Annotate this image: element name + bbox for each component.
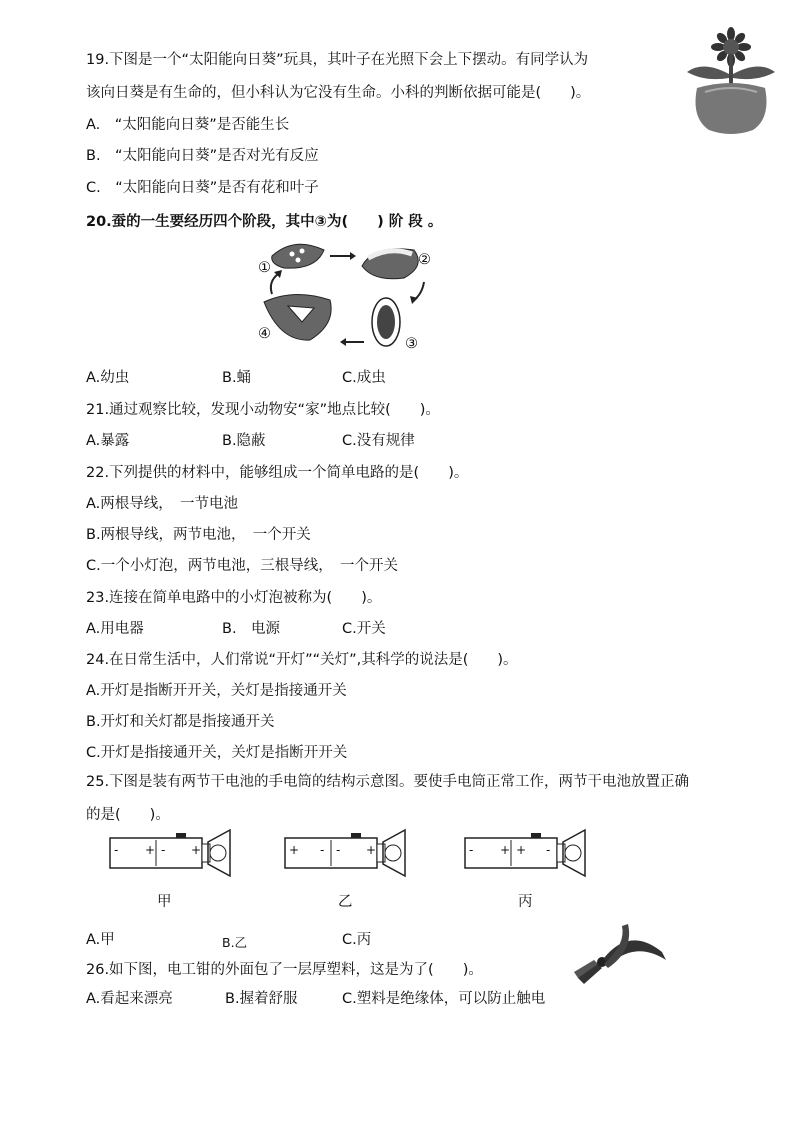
q26-stem: 26.如下图，电工钳的外面包了一层厚塑料，这是为了( )。: [86, 962, 483, 978]
pliers-image: [570, 922, 670, 988]
diagram-label-jia: 甲: [157, 894, 172, 910]
q24-option-b: B.开灯和关灯都是指接通开关: [86, 714, 275, 730]
q20-stage-mark-4: ④: [258, 326, 271, 342]
flashlight-diagram-jia: [108, 828, 234, 878]
q19-option-b: B. “太阳能向日葵”是否对光有反应: [86, 148, 319, 164]
bing-cell1-right-terminal: +: [500, 843, 511, 857]
q23-option-b: B. 电源: [222, 621, 281, 637]
q21-option-b: B.隐蔽: [222, 433, 266, 449]
q25-option-b: B.乙: [222, 935, 248, 950]
q26-option-c: C.塑料是绝缘体，可以防止触电: [342, 991, 546, 1007]
q19-stem-line1: 19.下图是一个“太阳能向日葵”玩具，其叶子在光照下会上下摆动。有同学认为: [86, 52, 589, 68]
q22-option-c: C.一个小灯泡，两节电池，三根导线， 一个开关: [86, 558, 398, 574]
q22-stem: 22.下列提供的材料中，能够组成一个简单电路的是( )。: [86, 465, 469, 481]
diagram-label-bing: 丙: [518, 894, 533, 910]
q21-stem: 21.通过观察比较，发现小动物安“家”地点比较( )。: [86, 402, 440, 418]
q19-option-a: A. “太阳能向日葵”是否能生长: [86, 117, 290, 133]
q19-stem-line2: 该向日葵是有生命的，但小科认为它没有生命。小科的判断依据可能是( )。: [86, 85, 591, 101]
q25-option-a: A.甲: [86, 932, 115, 948]
jia-cell2-left-terminal: -: [161, 843, 166, 857]
bing-cell2-left-terminal: +: [516, 843, 527, 857]
q20-option-b: B.蛹: [222, 370, 252, 386]
q24-option-a: A.开灯是指断开开关，关灯是指接通开关: [86, 683, 347, 699]
q22-option-a: A.两根导线， 一节电池: [86, 496, 239, 512]
yi-cell1-right-terminal: -: [320, 843, 325, 857]
jia-cell1-right-terminal: +: [145, 843, 156, 857]
q26-option-a: A.看起来漂亮: [86, 991, 173, 1007]
q20-option-c: C.成虫: [342, 370, 386, 386]
q20-stem: 20.蚕的一生要经历四个阶段，其中③为( ) 阶 段 。: [86, 214, 443, 230]
q20-stage-mark-2: ②: [418, 252, 431, 268]
flashlight-diagram-yi: [283, 828, 409, 878]
jia-cell2-right-terminal: +: [191, 843, 202, 857]
q19-option-c: C. “太阳能向日葵”是否有花和叶子: [86, 180, 319, 196]
jia-cell1-left-terminal: -: [114, 843, 119, 857]
q20-stage-mark-1: ①: [258, 260, 271, 276]
q23-option-c: C.开关: [342, 621, 386, 637]
diagram-label-yi: 乙: [338, 894, 353, 910]
q24-stem: 24.在日常生活中，人们常说“开灯”“关灯”,其科学的说法是( )。: [86, 652, 518, 668]
q21-option-a: A.暴露: [86, 433, 130, 449]
q22-option-b: B.两根导线，两节电池， 一个开关: [86, 527, 311, 543]
q26-option-b: B.握着舒服: [225, 991, 298, 1007]
bing-cell2-right-terminal: -: [546, 843, 551, 857]
q20-stage-mark-3: ③: [405, 336, 418, 352]
q24-option-c: C.开灯是指接通开关，关灯是指断开开关: [86, 745, 348, 761]
sunflower-toy-image: [683, 26, 779, 136]
yi-cell2-right-terminal: +: [366, 843, 377, 857]
q20-option-a: A.幼虫: [86, 370, 130, 386]
q21-option-c: C.没有规律: [342, 433, 415, 449]
bing-cell1-left-terminal: -: [469, 843, 474, 857]
q25-stem-line1: 25.下图是装有两节干电池的手电筒的结构示意图。要使手电筒正常工作，两节干电池放置正确: [86, 774, 690, 790]
yi-cell1-left-terminal: +: [289, 843, 300, 857]
q25-stem-line2: 的是( )。: [86, 807, 170, 823]
q23-option-a: A.用电器: [86, 621, 144, 637]
q25-option-c: C.丙: [342, 932, 372, 948]
yi-cell2-left-terminal: -: [336, 843, 341, 857]
q23-stem: 23.连接在简单电路中的小灯泡被称为( )。: [86, 590, 382, 606]
